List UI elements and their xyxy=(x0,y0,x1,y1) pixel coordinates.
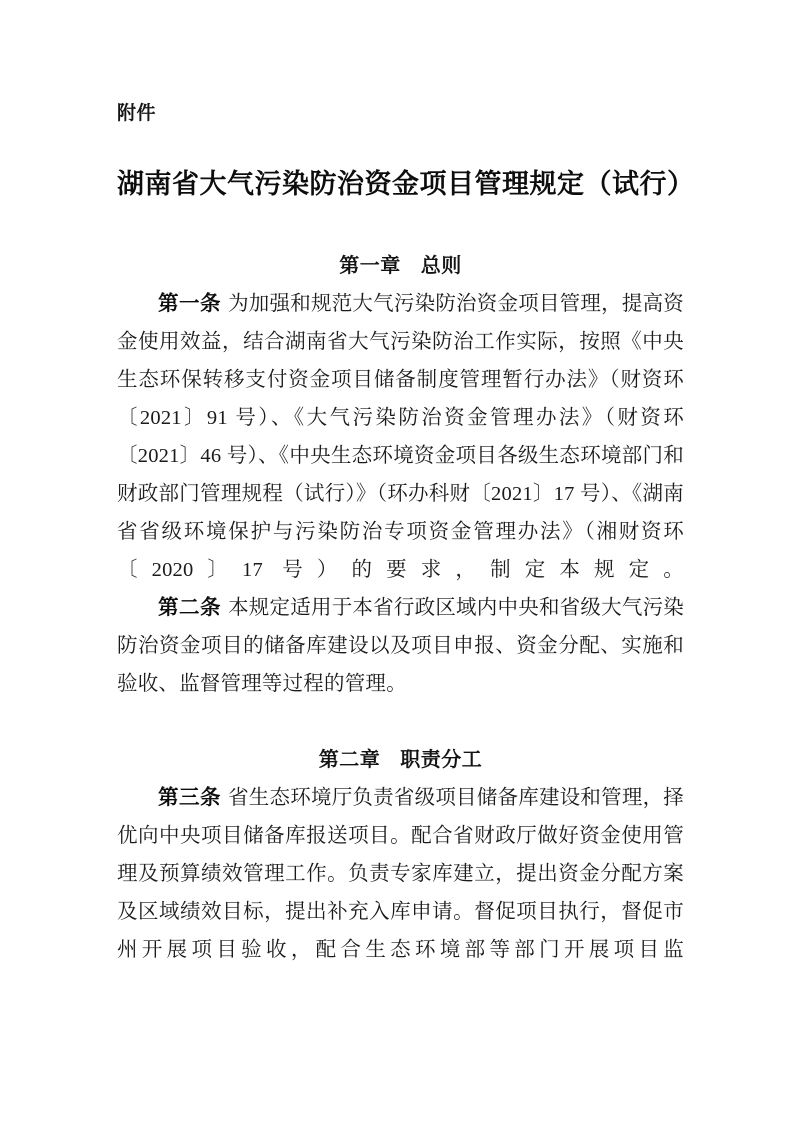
article-1-paragraph xyxy=(117,285,684,589)
article-3-label: 第三条 xyxy=(158,787,222,809)
article-1-text: 为加强和规范大气污染防治资金项目管理，提高资金使用效益，结合湖南省大气污染防治工作实际，按照《中央生态环保转移支付资金项目储备制度管理暂行办法》（财资环〔2021〕91 号）、《大气污染防治资金管理办法》（财资环〔2021〕46 号）、《中央生态环境资金项目各级生态环境部门和财政部门管理规程（试行）》（环办科财〔2021〕17 号）、《湖南省省级环境保护与污染防治专项资金管理办法》（湘财资环〔2020〕17 号）的要求，制定本规定。 xyxy=(117,293,684,581)
document-content-column xyxy=(117,0,695,969)
page-title: 湖南省大气污染防治资金项目管理规定（试行） xyxy=(117,169,695,199)
chapter-1-name: 总则 xyxy=(420,255,462,277)
chapter-heading-2 xyxy=(117,741,684,779)
article-2-paragraph xyxy=(117,589,684,703)
chapter-1-number: 第一章 xyxy=(339,255,401,277)
chapter-2-number: 第二章 xyxy=(318,749,381,771)
article-3-text: 省生态环境厅负责省级项目储备库建设和管理，择优向中央项目储备库报送项目。配合省财政厅做好资金使用管理及预算绩效管理工作。负责专家库建立，提出资金分配方案及区域绩效目标，提出补充入库申请。督促项目执行，督促市州开展项目验收，配合生态环境部等部门开展项目监 xyxy=(117,787,684,961)
article-1-label: 第一条 xyxy=(158,293,222,315)
chapter-heading-1 xyxy=(117,247,684,285)
chapter-2-name: 职责分工 xyxy=(400,749,483,771)
attachment-label: 附件 xyxy=(117,103,157,124)
article-3-paragraph xyxy=(117,779,684,969)
article-2-text: 本规定适用于本省行政区域内中央和省级大气污染防治资金项目的储备库建设以及项目申报、资金分配、实施和验收、监督管理等过程的管理。 xyxy=(117,597,684,695)
article-2-label: 第二条 xyxy=(158,597,222,619)
